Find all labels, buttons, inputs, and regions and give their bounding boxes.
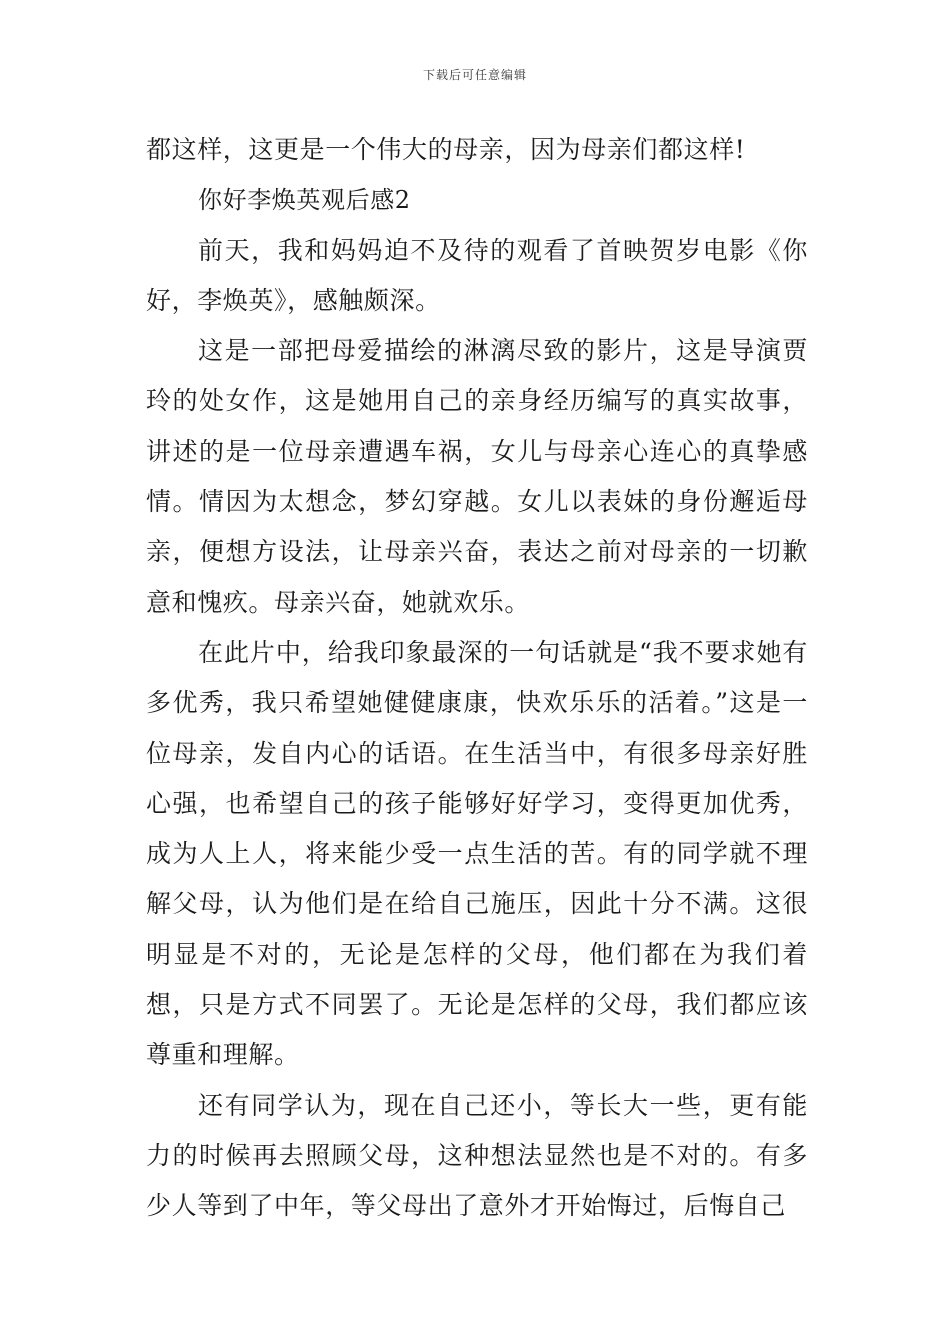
- body-paragraph-3: 在此片中，给我印象最深的一句话就是“我不要求她有多优秀，我只希望她健健康康，快欢乐乐的活着。”这是一位母亲，发自内心的话语。在生活当中，有很多母亲好胜心强，也希望自己的孩子能够好好学习，变得更加优秀，成为人上人，将来能少受一点生活的苦。有的同学就不理解父母，认为他们是在给自己施压，因此十分不满。这很明显是不对的，无论是怎样的父母，他们都在为我们着想，只是方式不同罢了。无论是怎样的父母，我们都应该尊重和理解。: [146, 637, 808, 1070]
- document-body: [146, 125, 808, 1232]
- body-paragraph-2: 这是一部把母爱描绘的淋漓尽致的影片，这是导演贾玲的处女作，这是她用自己的亲身经历编写的真实故事，讲述的是一位母亲遭遇车祸，女儿与母亲心连心的真挚感情。情因为太想念，梦幻穿越。女儿以表妹的身份邂逅母亲，便想方设法，让母亲兴奋，表达之前对母亲的一切歉意和愧疚。母亲兴奋，她就欢乐。: [146, 336, 808, 617]
- continuation-paragraph: 都这样，这更是一个伟大的母亲，因为母亲们都这样!: [146, 135, 746, 164]
- page-header-note: 下载后可任意编辑: [422, 68, 527, 82]
- section-title: 你好李焕英观后感2: [198, 186, 411, 215]
- body-paragraph-4: 还有同学认为，现在自己还小，等长大一些，更有能力的时候再去照顾父母，这种想法显然也是不对的。有多少人等到了中年，等父母出了意外才开始悔过，后悔自己: [146, 1090, 808, 1221]
- body-paragraph-1: 前天，我和妈妈迫不及待的观看了首映贺岁电影《你好，李焕英》，感触颇深。: [146, 235, 808, 315]
